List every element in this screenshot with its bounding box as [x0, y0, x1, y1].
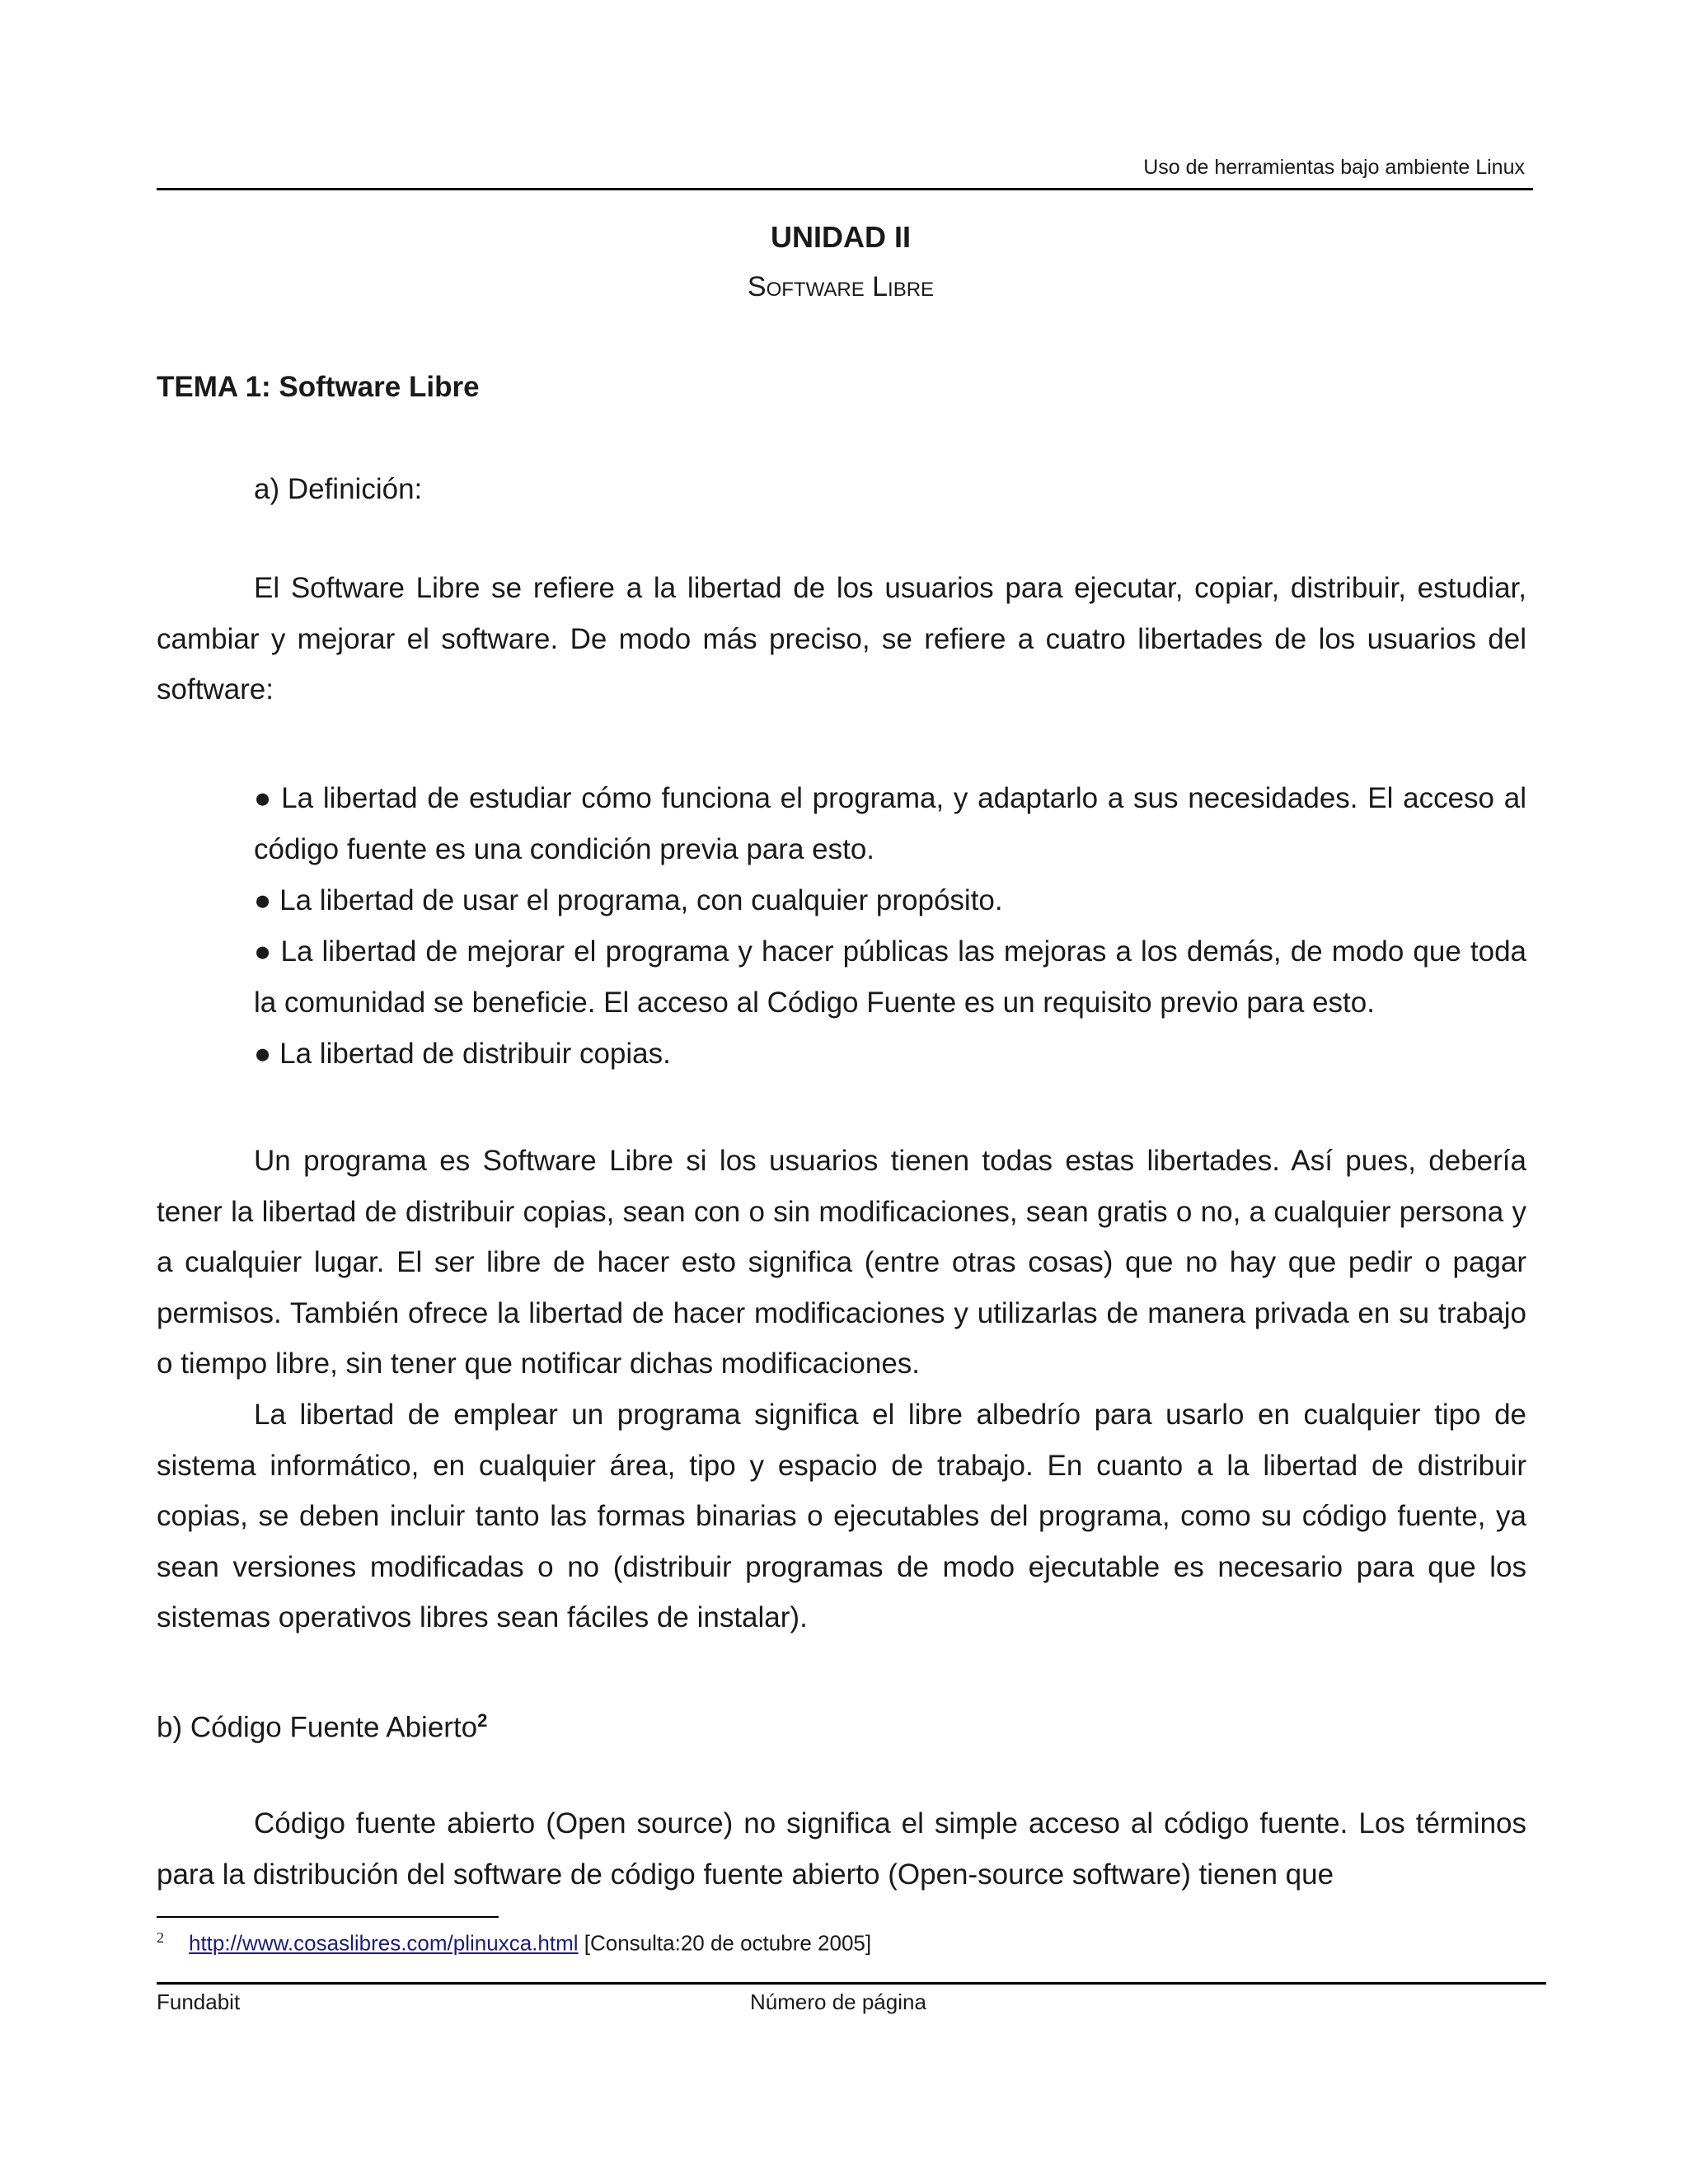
- unit-subtitle: Software Libre: [747, 271, 935, 302]
- footer-page-number: Número de página: [750, 1990, 926, 2014]
- section-b-paragraph-1: Código fuente abierto (Open source) no significa el simple acceso al código fuente. Los términos para la distribución del software de código fuente abierto (Open-source software) tienen que: [157, 1807, 1526, 1891]
- footnote-link[interactable]: http://www.cosaslibres.com/plinuxca.html: [189, 1930, 579, 1956]
- footnote-rule: [157, 1916, 499, 1918]
- section-a-paragraph-2: Un programa es Software Libre si los usuarios tienen todas estas libertades. Así pues, debería tener la libertad de distribuir copias, sean con o sin modificaciones, sean gratis o no, a cualquier persona y a cualquier lugar. El ser libre de hacer esto significa (entre otras cosas) que no hay que pedir o pagar permisos. También ofrece la libertad de hacer modificaciones y utilizarlas de manera privada en su trabajo o tiempo libre, sin tener que notificar dichas modificaciones.: [157, 1145, 1526, 1380]
- unit-title: UNIDAD II: [771, 220, 911, 254]
- footnote-number: 2: [157, 1929, 164, 1946]
- footnote: [157, 1924, 871, 1957]
- section-a-paragraph-3: La libertad de emplear un programa significa el libre albedrío para usarlo en cualquier tipo de sistema informático, en cualquier área, tipo y espacio de trabajo. En cuanto a la libertad de distribuir copias, se deben incluir tanto las formas binarias o ejecutables del programa, como su código fuente, ya sean versiones modificadas o no (distribuir programas de modo ejecutable es necesario para que los sistemas operativos libres sean fáciles de instalar).: [157, 1399, 1526, 1633]
- theme-heading: TEMA 1: Software Libre: [157, 371, 480, 403]
- bullet-icon: ●: [254, 884, 272, 916]
- bullet-icon: ●: [254, 782, 274, 814]
- footer-organization: Fundabit: [157, 1990, 241, 2014]
- section-a-heading: a) Definición:: [254, 473, 423, 505]
- bullet-icon: ●: [254, 1038, 272, 1070]
- freedoms-list: [254, 773, 1526, 1080]
- list-item: ● La libertad de distribuir copias.: [254, 1038, 671, 1070]
- footnote-note: [Consulta:20 de octubre 2005]: [584, 1930, 872, 1956]
- footnote-reference[interactable]: 2: [477, 1710, 488, 1731]
- running-header: Uso de herramientas bajo ambiente Linux: [1143, 156, 1525, 179]
- list-item: ● La libertad de estudiar cómo funciona el programa, y adaptarlo a sus necesidades. El acceso al código fuente es una condición previa para esto.: [254, 782, 1526, 865]
- section-b-heading: b) Código Fuente Abierto$^2$: [157, 1710, 488, 1744]
- footer-rule: [157, 1982, 1546, 1985]
- list-item: ● La libertad de mejorar el programa y hacer públicas las mejoras a los demás, de modo que toda la comunidad se beneficie. El acceso al Código Fuente es un requisito previo para esto.: [254, 935, 1527, 1019]
- bullet-icon: ●: [254, 935, 273, 968]
- header-rule: [157, 188, 1533, 190]
- section-a-intro: El Software Libre se refiere a la libertad de los usuarios para ejecutar, copiar, distribuir, estudiar, cambiar y mejorar el software. De modo más preciso, se refiere a cuatro libertades de los usuarios del software:: [157, 572, 1526, 705]
- list-item: ● La libertad de usar el programa, con cualquier propósito.: [254, 884, 1003, 916]
